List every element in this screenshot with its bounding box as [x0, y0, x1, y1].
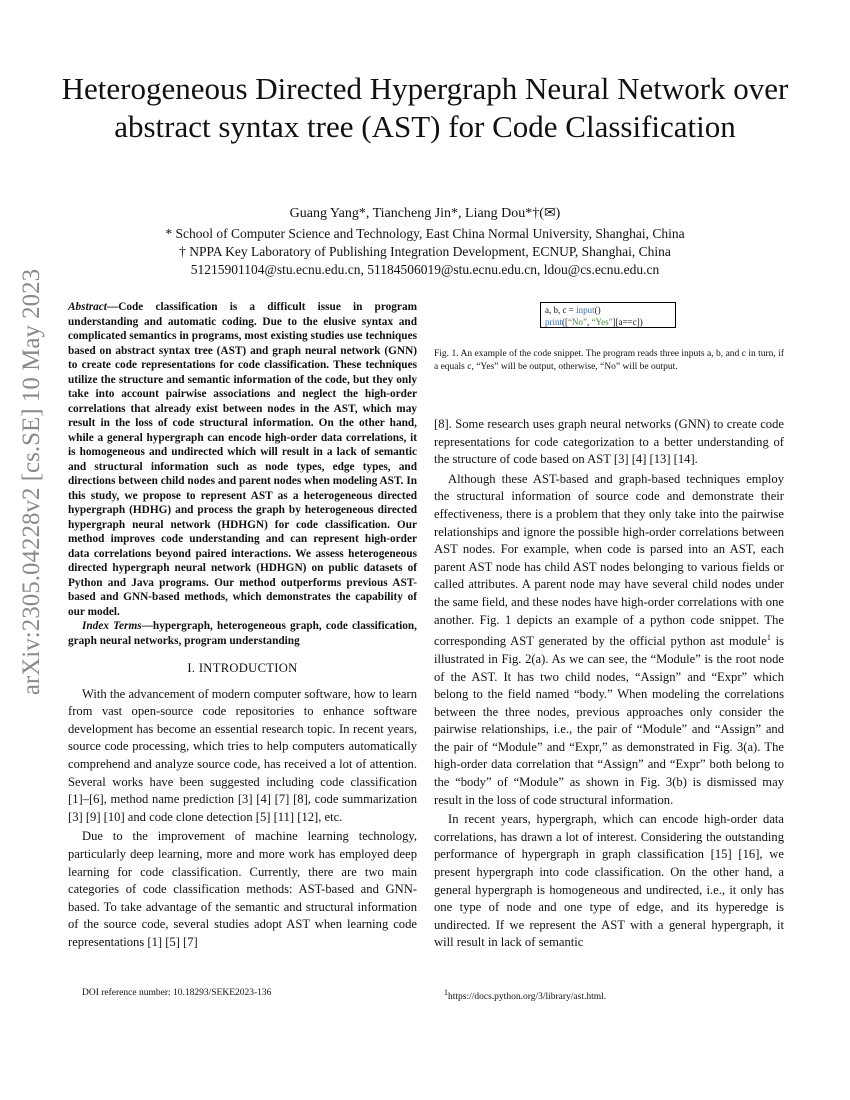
right-paragraph-2-tail: is illustrated in Fig. 2(a). As we can see, the “Module” is the root node of the AST. It has two child nodes, “Assign” and “Expr” which belong to the field named “body.” When modeling the correlations between the three nodes, previous approaches only consider the pairwise relationships, i.e., the pair of “Module” and “Assign” and the pair of “Module” and “Expr,” as demonstrated in Fig. 3(a). The high-order data correlation that “Assign” and “Expr” both belong to the “body” of “Module” as shown in Fig. 3(b) is dismissed may result in the loss of code structural information.: [434, 634, 784, 807]
right-paragraph-1: [8]. Some research uses graph neural networks (GNN) to create code representations for code categorization to a better understanding of the structure of code based on AST [3] [4] [13] [14].: [434, 417, 784, 467]
code-snippet-figure: [540, 302, 676, 328]
index-terms: [68, 619, 417, 648]
paper-title: Heterogeneous Directed Hypergraph Neural Network over abstract syntax tree (AST) for Code Classification: [61, 71, 789, 144]
author-block: [60, 205, 790, 279]
footnote-url: https://docs.python.org/3/library/ast.html.: [448, 992, 607, 1003]
arxiv-sidebar: [12, 262, 52, 702]
right-paragraph-2: [434, 471, 784, 809]
section-heading-introduction: I. INTRODUCTION: [187, 661, 298, 675]
right-column: [434, 416, 784, 954]
right-paragraph-3: In recent years, hypergraph, which can encode high-order data correlations, has drawn a lot of interest. Considering the outstanding performance of hypergraph in graph classification [15] [16], we present hypergraph into code classification. On the other hand, a general hypergraph is homogeneous and undirected, i.e., it only has one type of node and one type of edge, and its hyperedge is undirected. If we represent the AST with a general hypergraph, it will result in lack of semantic: [434, 812, 784, 950]
intro-paragraph-2: Due to the improvement of machine learning technology, particularly deep learning, more and more work has employed deep learning for code classification. Currently, there are two main categories of code classification methods: AST-based and GNN-based. To take advantage of the semantic and structural information of the source code, several studies adopt AST when learning code representations [1] [5] [7]: [68, 829, 417, 949]
index-terms-lead: Index Terms: [82, 620, 142, 632]
code-string: “No”: [568, 317, 587, 327]
code-function: input: [576, 305, 595, 315]
right-paragraph-2-text: Although these AST-based and graph-based techniques employ the structural information of source code and demonstrate their effectiveness, there is a problem that they only take into the pairwise relationships and ignore the possible high-order correlations between AST nodes. For example, when code is parsed into an AST, each parent AST node has child AST nodes belonging to various fields or called attributes. A parent node may have several child nodes under the same field, and these nodes have high-order correlations with one another. Fig. 1 depicts an example of a python code snippet. The corresponding AST generated by the official python ast module: [434, 471, 784, 649]
code-text: ][a==c]): [612, 317, 643, 327]
author-names: Guang Yang*, Tiancheng Jin*, Liang Dou*†(✉): [289, 206, 561, 221]
code-string: “Yes”: [591, 317, 613, 327]
abstract-text: —Code classification is a difficult issue in program understanding and automatic coding. Due to the elusive syntax and complicated semantics in programs, most existing studies use techniques based on abstract syntax tree (AST) and graph neural network (GNN) to create code representations for code classification. These techniques utilize the structure and semantic information of the code, but they only take into account pairwise associations and neglect the high-order correlations that already exist between nodes in the AST, which may result in the loss of code structural information. On the other hand, while a general hypergraph can encode high-order data correlations, it is homogeneous and undirected which will result in a lack of semantic and structural information such as node types, edge types, and directions between child nodes and parent nodes when modeling AST. In this study, we propose to represent AST as a heterogeneous directed hypergraph (HDHG) and process the graph by heterogeneous directed hypergraph neural network (HDHGN) for code classification. Our method improves code understanding and can represent high-order data correlations beyond paired interactions. We assess heterogeneous directed hypergraph neural network (HDHGN) on public datasets of Python and Java programs. Our method outperforms previous AST-based and GNN-based methods, which demonstrates the capability of our model.: [68, 301, 417, 618]
affiliation-nppa: † NPPA Key Laboratory of Publishing Integration Development, ECNUP, Shanghai, China: [179, 244, 671, 259]
footnote-mark: 1: [444, 988, 448, 997]
doi-reference: DOI reference number: 10.18293/SEKE2023-136: [82, 988, 272, 998]
code-text: ,: [587, 317, 592, 327]
figure-caption: Fig. 1. An example of the code snippet. The program reads three inputs a, b, and c in turn, if a equals c, “Yes” will be output, otherwise, “No” will be output.: [434, 349, 784, 372]
arxiv-identifier: arXiv:2305.04228v2 [cs.SE] 10 May 2023: [18, 268, 45, 696]
abstract: [68, 300, 417, 619]
affiliation-ecnu: * School of Computer Science and Technology, East China Normal University, Shanghai, China: [165, 226, 685, 241]
index-terms-text: —hypergraph, heterogeneous graph, code classification, graph neural networks, program understanding: [68, 620, 417, 647]
code-line-1: [545, 304, 671, 316]
author-emails: 51215901104@stu.ecnu.edu.cn, 51184506019@stu.ecnu.edu.cn, ldou@cs.ecnu.edu.cn: [190, 262, 660, 277]
footnote: [444, 988, 606, 1002]
code-function: print: [545, 317, 562, 327]
footnote-marker: 1: [766, 633, 771, 643]
code-line-2: [545, 316, 671, 328]
code-text: a, b, c =: [545, 305, 577, 315]
intro-paragraph-1: With the advancement of modern computer software, how to learn from vast open-source code repositories to enhance software development has become an essential research topic. In recent years, source code processing, which tries to help computers automatically comprehend and analyze source code, has received a lot of attention. Several works have been suggested including code classification [1]–[6], method name prediction [3] [4] [7] [8], code summarization [3] [9] [10] and code clone detection [5] [11] [12], etc.: [68, 686, 417, 824]
abstract-lead: Abstract: [68, 301, 107, 313]
code-text: ([: [562, 317, 568, 327]
code-text: (): [594, 305, 601, 315]
left-column: [68, 300, 417, 954]
